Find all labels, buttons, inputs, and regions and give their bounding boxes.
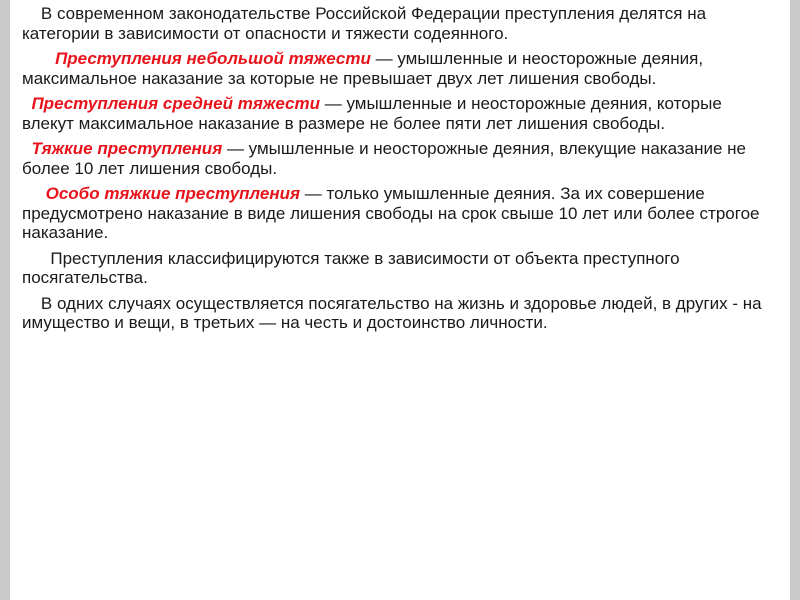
paragraph-text: — умышленные и неосторожные деяния, максимальное наказание за которые не превышает двух лет лишения свободы. <box>22 49 704 88</box>
paragraph-intro <box>22 4 778 43</box>
paragraph-text: В современном законодательстве Российской Федерации преступления делятся на категории в зависимости от опасности и тяжести содеянного. <box>22 4 707 43</box>
paragraph-minor-crimes <box>22 49 778 88</box>
paragraph-object-classification <box>22 249 778 288</box>
term-grave-crimes: Тяжкие преступления <box>31 139 223 158</box>
paragraph-especially-grave-crimes <box>22 184 778 243</box>
paragraph-grave-crimes <box>22 139 778 178</box>
paragraph-medium-crimes <box>22 94 778 133</box>
text-block <box>22 4 778 339</box>
left-side-bar <box>0 0 10 600</box>
term-minor-crimes: Преступления небольшой тяжести <box>55 49 371 68</box>
term-especially-grave-crimes: Особо тяжкие преступления <box>45 184 301 203</box>
term-medium-crimes: Преступления средней тяжести <box>31 94 321 113</box>
paragraph-text: — умышленные и неосторожные деяния, влекущие наказание не более 10 лет лишения свободы. <box>22 139 746 178</box>
paragraph-text: — только умышленные деяния. За их совершение предусмотрено наказание в виде лишения свободы на срок свыше 10 лет или более строгое наказание. <box>22 184 760 242</box>
paragraph-text: — умышленные и неосторожные деяния, которые влекут максимальное наказание в размере не более пяти лет лишения свободы. <box>22 94 722 133</box>
paragraph-text: В одних случаях осуществляется посягательство на жизнь и здоровье людей, в других - на имущество и вещи, в третьих — на честь и достоинство личности. <box>22 293 762 332</box>
paragraph-examples <box>22 294 778 333</box>
right-side-bar <box>790 0 800 600</box>
paragraph-text: Преступления классифицируются также в зависимости от объекта преступного посягательства. <box>22 248 680 287</box>
